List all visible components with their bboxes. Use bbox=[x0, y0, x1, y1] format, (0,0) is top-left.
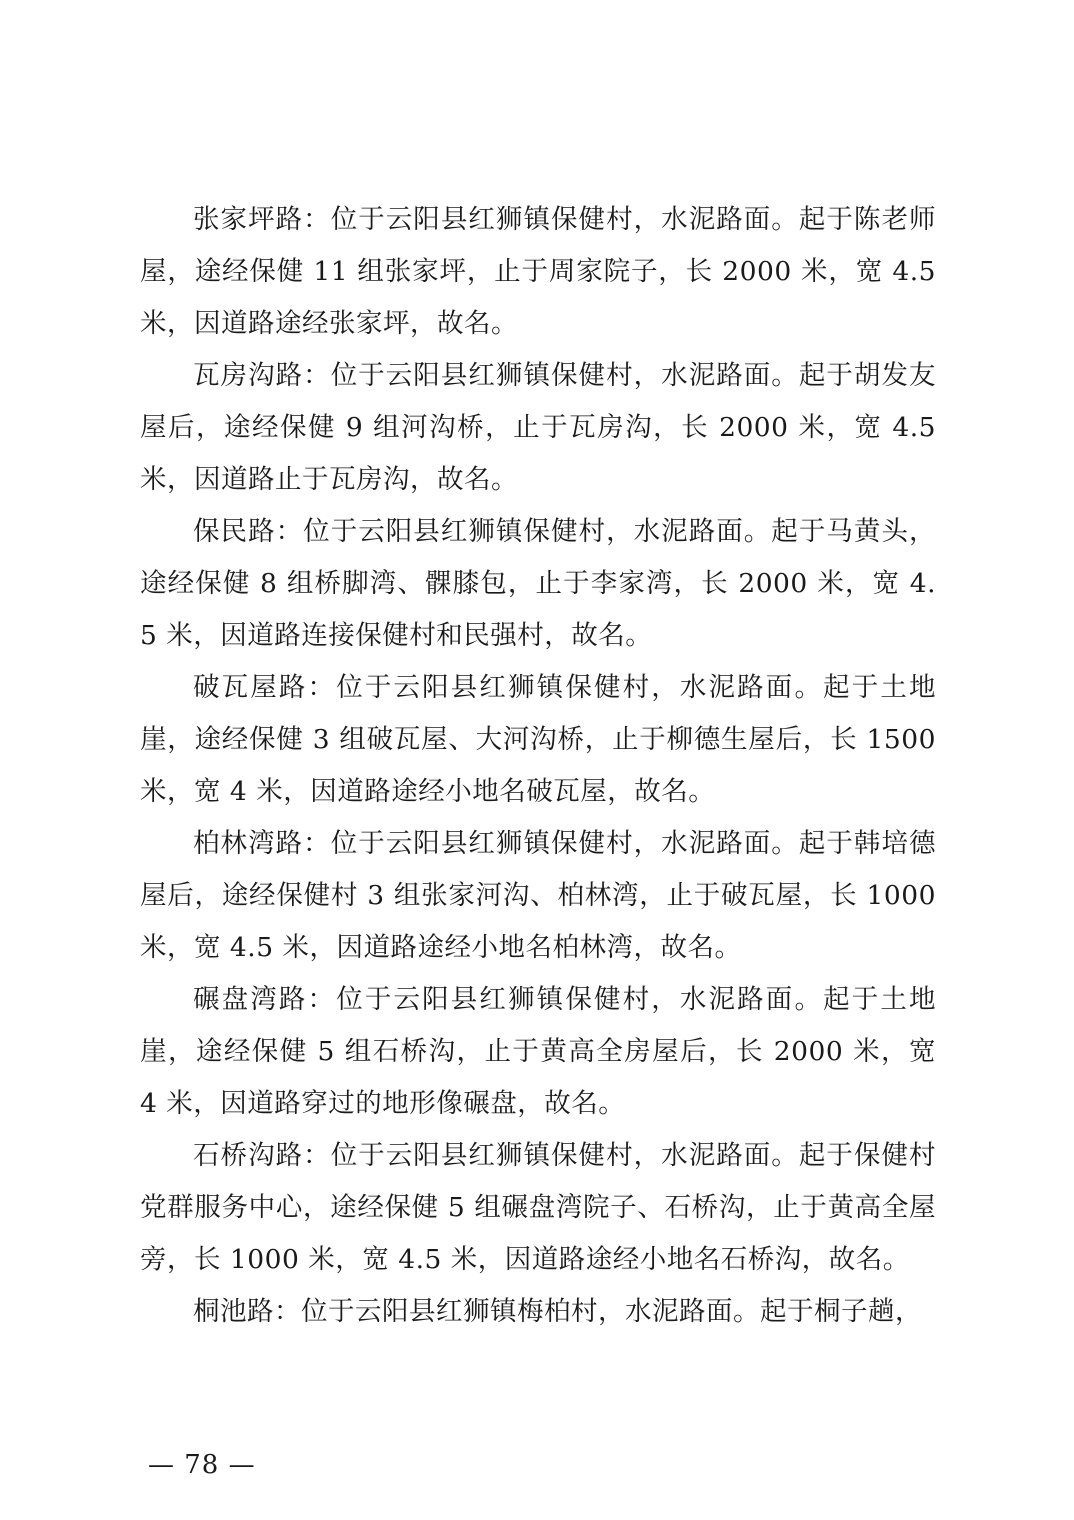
paragraph-tongchi-road: 桐池路：位于云阳县红狮镇梅柏村，水泥路面。起于桐子趟， bbox=[193, 1296, 922, 1327]
paragraph-powawu-road: 破瓦屋路：位于云阳县红狮镇保健村，水泥路面。起于土地崖，途经保健 3 组破瓦屋、大河沟桥，止于柳德生屋后，长 1500 米，宽 4 米，因道路途经小地名破瓦屋，故名。 bbox=[140, 672, 936, 807]
document-body bbox=[140, 194, 936, 1338]
paragraph-shiqiaogou-road: 石桥沟路：位于云阳县红狮镇保健村，水泥路面。起于保健村党群服务中心，途经保健 5 组碾盘湾院子、石桥沟，止于黄高全屋旁，长 1000 米，宽 4.5 米，因道路途经小地名石桥沟，故名。 bbox=[140, 1140, 936, 1275]
page-number: — 78 — bbox=[148, 1450, 256, 1480]
paragraph-nianpanwan-road: 碾盘湾路：位于云阳县红狮镇保健村，水泥路面。起于土地崖，途经保健 5 组石桥沟，止于黄高全房屋后，长 2000 米，宽 4 米，因道路穿过的地形像碾盘，故名。 bbox=[140, 984, 936, 1119]
paragraph-wafanggou-road: 瓦房沟路：位于云阳县红狮镇保健村，水泥路面。起于胡发友屋后，途经保健 9 组河沟桥，止于瓦房沟，长 2000 米，宽 4.5 米，因道路止于瓦房沟，故名。 bbox=[140, 360, 936, 495]
paragraph-bolinwan-road: 柏林湾路：位于云阳县红狮镇保健村，水泥路面。起于韩培德屋后，途经保健村 3 组张家河沟、柏林湾，止于破瓦屋，长 1000 米，宽 4.5 米，因道路途经小地名柏林湾，故名。 bbox=[140, 828, 936, 963]
paragraph-baomin-road: 保民路：位于云阳县红狮镇保健村，水泥路面。起于马黄头，途经保健 8 组桥脚湾、髁膝包，止于李家湾，长 2000 米，宽 4.5 米，因道路连接保健村和民强村，故名。 bbox=[140, 516, 936, 651]
paragraph-zhangjiaping-road: 张家坪路：位于云阳县红狮镇保健村，水泥路面。起于陈老师屋，途经保健 11 组张家坪，止于周家院子，长 2000 米，宽 4.5 米，因道路途经张家坪，故名。 bbox=[140, 204, 936, 339]
